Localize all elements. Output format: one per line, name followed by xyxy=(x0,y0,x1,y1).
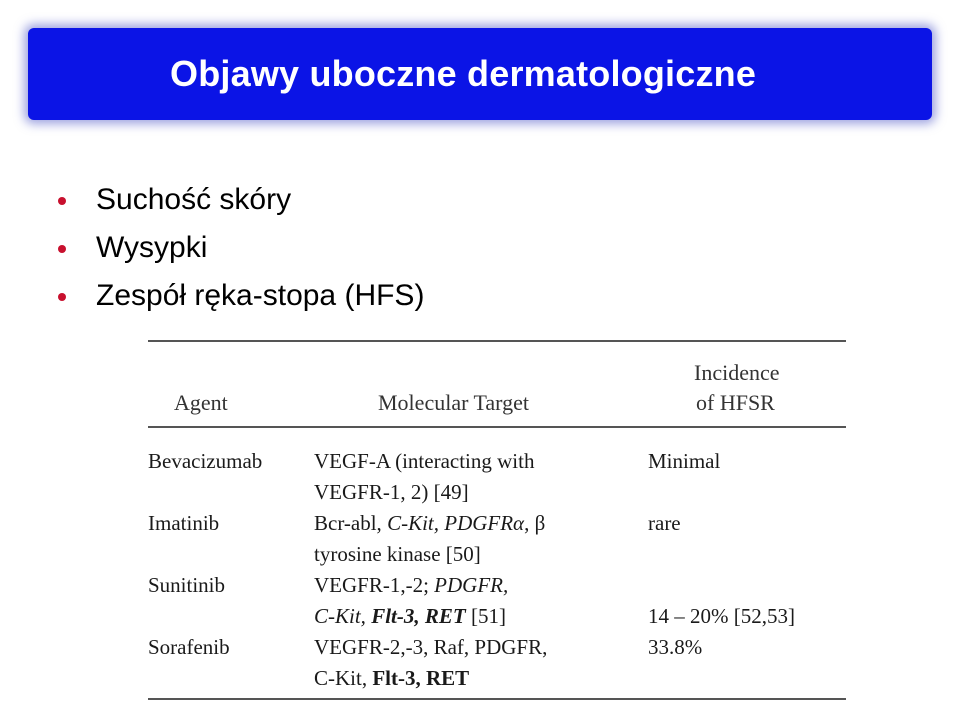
cell-incidence: 14 – 20% [52,53] xyxy=(648,604,795,628)
cell-target: VEGFR-2,-3, Raf, PDGFR, xyxy=(314,635,548,659)
header-incidence-sub: of HFSR xyxy=(696,390,775,415)
cell-incidence: 33.8% xyxy=(648,635,703,659)
cell-target: C-Kit, Flt-3, RET xyxy=(314,666,470,690)
cell-target: tyrosine kinase [50] xyxy=(314,542,481,566)
cell-target: C-Kit, Flt-3, RET [51] xyxy=(314,604,506,628)
title-banner xyxy=(28,28,932,120)
cell-target: Bcr-abl, C-Kit, PDGFRα, β xyxy=(314,511,546,535)
header-agent: Agent xyxy=(174,390,228,415)
slide-title: Objawy uboczne dermatologiczne xyxy=(170,53,757,94)
header-incidence: Incidence xyxy=(694,360,780,385)
cell-incidence: rare xyxy=(648,511,681,535)
bullet-item xyxy=(58,272,424,320)
table-top-rule xyxy=(148,340,846,342)
cell-agent: Sorafenib xyxy=(148,635,230,659)
bullet-item xyxy=(58,224,424,272)
bullet-dot-icon xyxy=(58,245,66,253)
bullet-dot-icon xyxy=(58,197,66,205)
header-molecular-target: Molecular Target xyxy=(378,390,529,415)
cell-agent: Sunitinib xyxy=(148,573,226,597)
bullet-dot-icon xyxy=(58,293,66,301)
cell-agent: Bevacizumab xyxy=(148,449,263,473)
cell-incidence: Minimal xyxy=(648,449,721,473)
bullet-text: Wysypki xyxy=(96,231,208,264)
table-header-rule xyxy=(148,426,846,428)
table-bottom-rule xyxy=(148,698,846,700)
cell-target: VEGFR-1,-2; PDGFR, xyxy=(314,573,509,597)
hfsr-table xyxy=(148,336,846,701)
bullet-text: Zespół ręka-stopa (HFS) xyxy=(96,279,425,312)
bullet-list xyxy=(58,176,424,320)
cell-target: VEGFR-1, 2) [49] xyxy=(314,480,469,504)
cell-target: VEGF-A (interacting with xyxy=(314,449,535,473)
bullet-item xyxy=(58,176,424,224)
cell-agent: Imatinib xyxy=(148,511,220,535)
bullet-text: Suchość skóry xyxy=(96,183,292,216)
